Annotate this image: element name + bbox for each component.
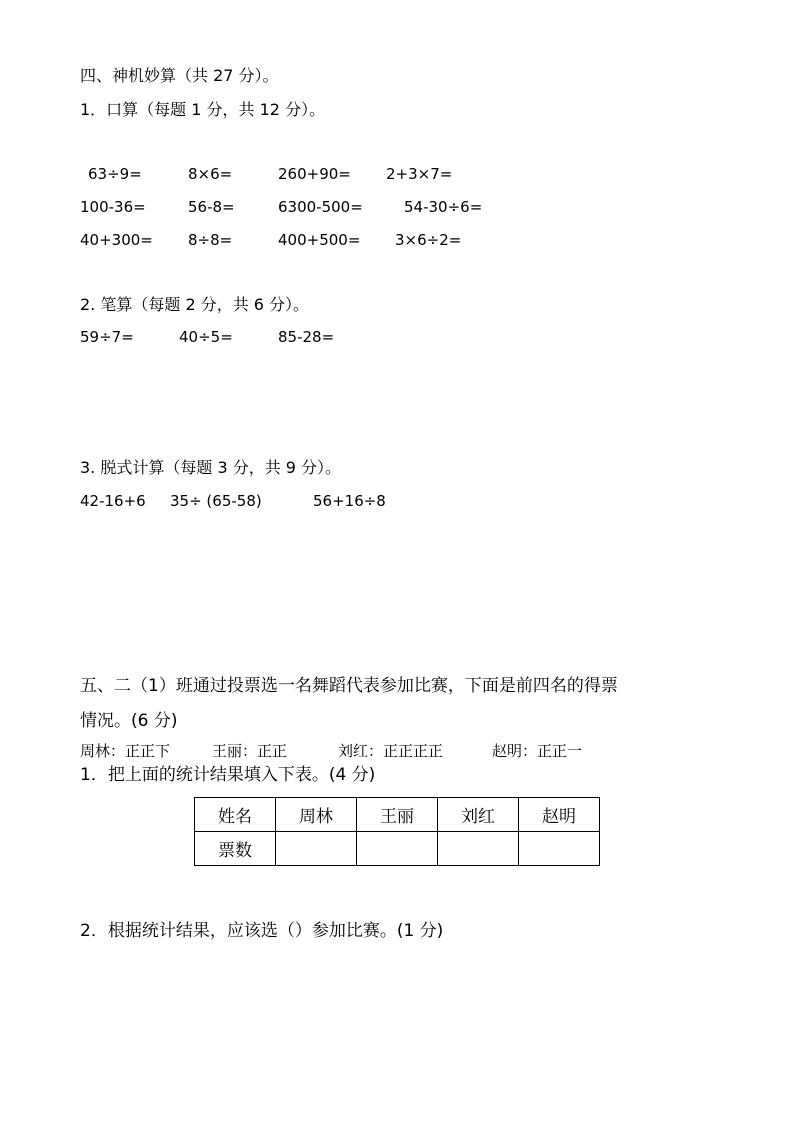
oral-item: 260+90=	[278, 165, 351, 183]
oral-item: 6300-500=	[278, 198, 363, 216]
question-2: 2．根据统计结果，应该选（）参加比赛。(1 分)	[80, 921, 444, 941]
table-header-row	[195, 798, 600, 832]
oral-item: 54-30÷6=	[404, 198, 483, 216]
oral-item: 56-8=	[188, 198, 235, 216]
vote-count-cell[interactable]	[519, 832, 600, 866]
stepwise-heading: 3. 脱式计算（每题 3 分，共 9 分）。	[80, 458, 342, 477]
vote-count-cell[interactable]	[276, 832, 357, 866]
vote-count-cell[interactable]	[357, 832, 438, 866]
oral-item: 2+3×7=	[386, 165, 453, 183]
question-1: 1．把上面的统计结果填入下表。(4 分)	[80, 765, 376, 785]
oral-item: 400+500=	[278, 231, 361, 249]
oral-item: 63÷9=	[88, 165, 142, 183]
table-header-cell: 姓名	[195, 798, 276, 832]
table-header-cell: 周林	[276, 798, 357, 832]
oral-item: 3×6÷2=	[395, 231, 462, 249]
oral-item: 100-36=	[80, 198, 146, 216]
tally-item: 赵明：正正一	[492, 742, 583, 760]
tally-item: 刘红：正正正正	[338, 742, 444, 760]
section4-title: 四、神机妙算（共 27 分）。	[80, 66, 279, 85]
written-heading: 2. 笔算（每题 2 分，共 6 分）。	[80, 295, 310, 314]
table-row	[195, 832, 600, 866]
written-item: 85-28=	[278, 328, 335, 346]
written-item: 59÷7=	[80, 328, 134, 346]
table-header-cell: 赵明	[519, 798, 600, 832]
stepwise-item: 42-16+6	[80, 492, 146, 510]
stepwise-item: 35÷ (65-58)	[170, 492, 262, 510]
oral-item: 8×6=	[188, 165, 233, 183]
tally-item: 周林：正正下	[80, 742, 171, 760]
table-header-cell: 刘红	[438, 798, 519, 832]
written-item: 40÷5=	[179, 328, 233, 346]
section5-title-line1: 五、二（1）班通过投票选一名舞蹈代表参加比赛，下面是前四名的得票	[80, 676, 618, 696]
oral-item: 8÷8=	[188, 231, 233, 249]
vote-table	[194, 797, 600, 866]
tally-item: 王丽：正正	[212, 742, 288, 760]
oral-heading: 1．口算（每题 1 分，共 12 分）。	[80, 100, 326, 119]
table-row-label: 票数	[195, 832, 276, 866]
stepwise-item: 56+16÷8	[313, 492, 386, 510]
section5-title-line2: 情况。(6 分)	[80, 711, 178, 731]
oral-item: 40+300=	[80, 231, 153, 249]
vote-count-cell[interactable]	[438, 832, 519, 866]
table-header-cell: 王丽	[357, 798, 438, 832]
